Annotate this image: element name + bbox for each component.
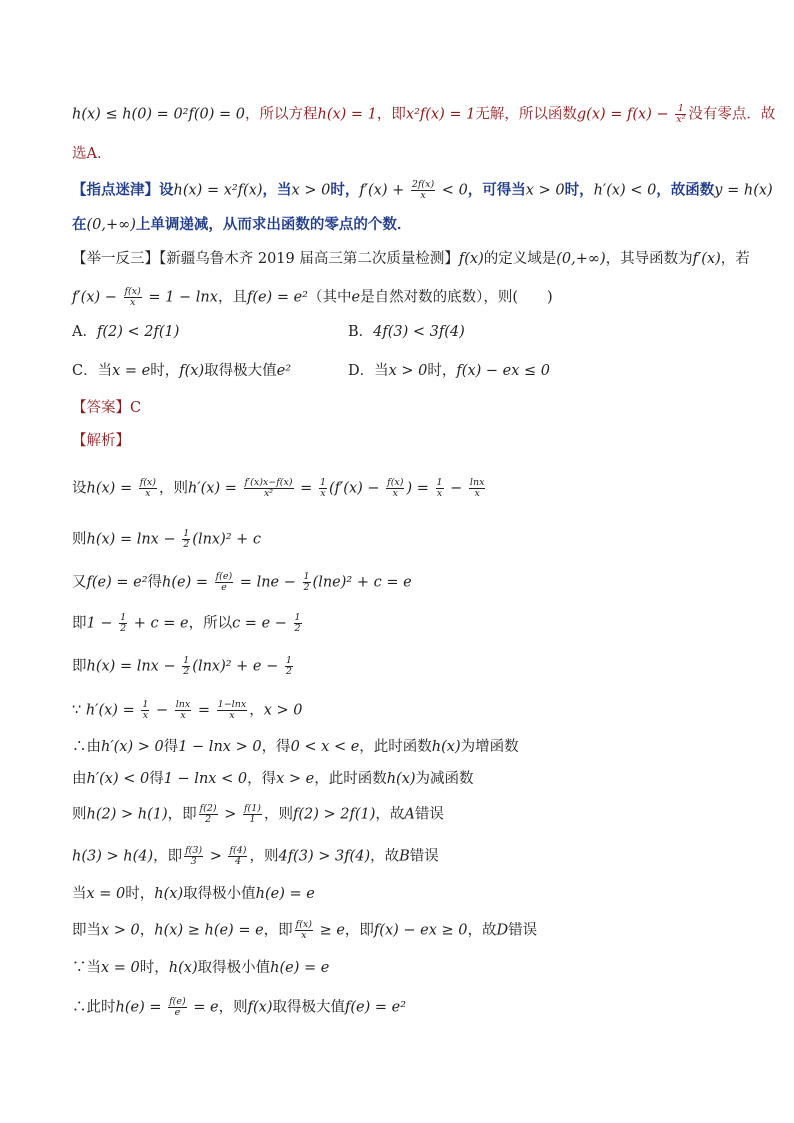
text-run: ，则 bbox=[159, 480, 188, 497]
math-expression: > bbox=[205, 848, 227, 865]
math-expression: f(2) < 2f(1) bbox=[96, 324, 180, 340]
math-expression: f(x) − ex ≥ 0 bbox=[373, 922, 468, 939]
fraction: $\frac{f(3)}{3}$ bbox=[185, 845, 203, 867]
step-5 bbox=[72, 656, 295, 677]
fraction: $\frac{1}{x}$ bbox=[319, 477, 326, 499]
text-run: ∵当 bbox=[72, 960, 101, 976]
fraction: $\frac{f(x)}{x}$ bbox=[387, 477, 404, 499]
text-run: ，即 bbox=[153, 848, 183, 865]
text-run: ，则 bbox=[218, 999, 248, 1016]
text-run: ，故 bbox=[370, 848, 400, 865]
math-expression: h(3) > h(4) bbox=[72, 848, 154, 865]
math-expression: y = h(x) bbox=[714, 182, 773, 199]
math-expression: (lnx)² + e − bbox=[192, 658, 283, 675]
math-expression: e² bbox=[276, 363, 292, 379]
text-run: ，此时函数 bbox=[359, 739, 432, 755]
math-expression: 0 < x < e bbox=[290, 739, 360, 755]
text-run: 选A． bbox=[72, 146, 112, 162]
text-run: 即 bbox=[72, 658, 87, 675]
fraction: $\frac{f(4)}{4}$ bbox=[229, 845, 247, 867]
fraction: $\frac{1}{2}$ bbox=[183, 655, 190, 677]
text-run: ，得 bbox=[247, 771, 277, 787]
text-run: ，所以方程 bbox=[244, 106, 318, 123]
answer-label bbox=[72, 398, 141, 418]
math-expression: ≥ e bbox=[314, 922, 345, 939]
text-run: ，则 bbox=[249, 848, 279, 865]
math-expression: x = e bbox=[112, 363, 151, 379]
math-expression: h(x) = x²f(x) bbox=[173, 182, 263, 199]
text-run: 得 bbox=[163, 739, 179, 755]
fraction: $\frac{f(2)}{2}$ bbox=[199, 803, 217, 825]
math-expression: (lnx)² + c bbox=[192, 531, 262, 548]
text-run: C．当 bbox=[72, 363, 113, 379]
math-expression: 1 − lnx < 0 bbox=[163, 771, 248, 787]
fraction: $\frac{1}{x}$ bbox=[142, 699, 149, 721]
math-expression: h(x) bbox=[386, 771, 416, 787]
text-run: ∵ bbox=[72, 702, 86, 719]
math-expression: (0,+∞) bbox=[86, 217, 136, 233]
math-expression: x = 0 bbox=[101, 960, 140, 976]
fraction: $\frac{f(e)}{e}$ bbox=[215, 571, 233, 593]
text-run: 取得极小值 bbox=[183, 886, 256, 902]
math-expression: (0,+∞) bbox=[556, 251, 606, 267]
problem-line-2 bbox=[72, 287, 553, 308]
step-11 bbox=[72, 884, 315, 904]
text-run: ，得 bbox=[261, 739, 291, 755]
math-expression: (f′(x) − bbox=[328, 480, 385, 497]
text-run: ， bbox=[249, 702, 264, 719]
text-run: ，即 bbox=[263, 922, 293, 939]
text-run: ∴由 bbox=[72, 739, 101, 755]
step-4 bbox=[72, 613, 304, 634]
text-run: ，可得当 bbox=[467, 181, 526, 199]
math-expression: h(x) bbox=[154, 886, 184, 902]
math-expression: f(e) = e² bbox=[86, 574, 148, 591]
text-run: ，此时函数 bbox=[314, 771, 387, 787]
math-expression: f(x) bbox=[247, 999, 273, 1016]
math-expression: h(x) ≥ h(e) = e bbox=[154, 922, 264, 939]
math-expression: x > 0 bbox=[263, 702, 303, 719]
text-run: （其中 bbox=[307, 289, 352, 306]
fraction: $\frac{f(x)}{x}$ bbox=[295, 919, 312, 941]
math-expression: + c = e bbox=[129, 615, 189, 632]
tip-line-1 bbox=[72, 180, 773, 201]
step-13 bbox=[72, 958, 329, 978]
text-run: ，即 bbox=[344, 922, 374, 939]
tip-line-2 bbox=[72, 215, 411, 235]
step-7 bbox=[72, 737, 519, 757]
text-line-conclusion bbox=[72, 104, 775, 125]
text-run: 时， bbox=[125, 886, 155, 902]
text-run: ，故 bbox=[467, 922, 497, 939]
option-a bbox=[72, 322, 179, 342]
fraction: $\frac{1}{\text{x²}}$ bbox=[676, 103, 686, 125]
text-run: 为增函数 bbox=[460, 739, 519, 755]
math-expression: h′(x) = bbox=[188, 480, 242, 497]
text-run: 得 bbox=[147, 574, 163, 591]
math-expression: B bbox=[399, 848, 410, 865]
math-expression: h′(x) < 0 bbox=[86, 771, 150, 787]
math-expression: < 0 bbox=[437, 182, 468, 199]
fraction: $\frac{1}{2}$ bbox=[183, 528, 190, 550]
text-run: 在 bbox=[72, 216, 87, 233]
text-run: 【解析】 bbox=[72, 433, 130, 449]
math-expression: h′(x) < 0 bbox=[593, 182, 657, 199]
math-expression: h(x) bbox=[431, 739, 461, 755]
text-run: ， bbox=[139, 922, 155, 939]
text-run: ，即 bbox=[167, 806, 197, 823]
text-run: 【举一反三】【新疆乌鲁木齐 2019 届高三第二次质量检测】 bbox=[72, 251, 459, 267]
text-run: 时， bbox=[139, 960, 169, 976]
step-12 bbox=[72, 920, 537, 941]
math-expression: g(x) = f(x) − bbox=[576, 106, 674, 123]
fraction: $\frac{1}{2}$ bbox=[303, 571, 310, 593]
text-run: ，其导函数为 bbox=[605, 251, 693, 267]
text-run: 取得极小值 bbox=[197, 960, 271, 976]
math-expression: x > 0 bbox=[388, 363, 428, 379]
math-expression: > bbox=[219, 806, 241, 823]
text-run: 则 bbox=[72, 806, 87, 823]
text-run: 由 bbox=[72, 771, 87, 787]
math-expression: − bbox=[151, 702, 173, 719]
math-expression: h(2) > h(1) bbox=[86, 806, 168, 823]
text-run: 则 bbox=[72, 531, 87, 548]
math-expression: 4f(3) > 3f(4) bbox=[278, 848, 371, 865]
analysis-label bbox=[72, 431, 130, 451]
step-2 bbox=[72, 529, 261, 550]
math-expression: = e bbox=[188, 999, 219, 1016]
math-expression: f(2) > 2f(1) bbox=[292, 806, 376, 823]
math-expression: f(x) bbox=[179, 363, 205, 379]
text-run: ，当 bbox=[262, 181, 292, 199]
math-expression: 1 − bbox=[86, 615, 118, 632]
math-expression: D bbox=[496, 922, 509, 939]
math-expression: h(x) = 1 bbox=[317, 106, 377, 123]
fraction: $\frac{1}{2}$ bbox=[294, 612, 301, 634]
step-1 bbox=[72, 478, 487, 499]
text-run: 得 bbox=[149, 771, 164, 787]
fraction: $\frac{1}{2}$ bbox=[120, 612, 127, 634]
math-expression: f(e) = e² bbox=[344, 999, 407, 1016]
math-expression: = lne − bbox=[235, 574, 301, 591]
text-run: 时， bbox=[564, 181, 594, 199]
text-run: 错误 bbox=[508, 922, 538, 939]
text-run: D．当 bbox=[348, 363, 389, 379]
text-run: 又 bbox=[72, 574, 87, 591]
fraction: $\frac{2f(x)}{x}$ bbox=[411, 179, 435, 201]
math-expression: h(e) = bbox=[162, 574, 213, 591]
fraction: $\frac{1}{x}$ bbox=[436, 477, 443, 499]
option-c bbox=[72, 361, 291, 381]
math-expression: 4f(3) < 3f(4) bbox=[373, 324, 465, 340]
math-expression: h(x) = lnx − bbox=[86, 658, 181, 675]
fraction: $\frac{f'(x)x-f(x)}{\text{x²}}$ bbox=[244, 477, 293, 499]
text-run: ，则 bbox=[263, 806, 293, 823]
text-run: 没有零点．故 bbox=[688, 106, 776, 123]
text-run: 的定义域是 bbox=[483, 251, 557, 267]
text-run: 即当 bbox=[72, 922, 101, 939]
math-expression: = bbox=[193, 702, 215, 719]
text-run: ，即 bbox=[376, 106, 406, 123]
math-expression: A bbox=[404, 806, 415, 823]
math-expression: h′(x) > 0 bbox=[101, 739, 164, 755]
math-expression: h(x) = bbox=[86, 480, 137, 497]
math-expression: h′(x) = bbox=[85, 702, 140, 719]
math-expression: e bbox=[351, 289, 361, 306]
text-line-choose-a bbox=[72, 144, 111, 164]
math-expression: x²f(x) = 1 bbox=[405, 106, 476, 123]
text-run: ∴此时 bbox=[72, 999, 116, 1016]
math-expression: − bbox=[445, 480, 467, 497]
text-run: 【指点迷津】设 bbox=[72, 181, 174, 199]
option-d bbox=[348, 361, 550, 381]
text-run: 无解，所以函数 bbox=[475, 106, 577, 123]
step-9 bbox=[72, 804, 444, 825]
math-expression: f′(x) + bbox=[359, 182, 409, 199]
math-expression: h(x) ≤ h(0) = 0²f(0) = 0 bbox=[72, 106, 245, 123]
text-run: 错误 bbox=[409, 848, 439, 865]
text-run: ，故函数 bbox=[656, 181, 715, 199]
math-expression: c = e − bbox=[232, 615, 292, 632]
text-run: B． bbox=[348, 324, 374, 340]
option-b bbox=[348, 322, 465, 342]
fraction: $\frac{f(e)}{e}$ bbox=[169, 996, 186, 1018]
text-run: 即 bbox=[72, 615, 87, 632]
math-expression: (lne)² + c = e bbox=[312, 574, 412, 591]
text-run: 【答案】C bbox=[72, 400, 142, 416]
math-expression: x > 0 bbox=[101, 922, 140, 939]
fraction: $\frac{f(x)}{x}$ bbox=[139, 477, 156, 499]
fraction: $\frac{1-\ln x}{x}$ bbox=[217, 699, 247, 721]
math-expression: f(x) − ex ≤ 0 bbox=[456, 363, 550, 379]
text-run: 错误 bbox=[414, 806, 444, 823]
math-expression: x > 0 bbox=[291, 182, 331, 199]
math-expression: ) = bbox=[406, 480, 434, 497]
text-run: 时， bbox=[427, 363, 457, 379]
step-14 bbox=[72, 997, 406, 1018]
math-expression: f′(x) − bbox=[72, 289, 122, 306]
problem-line-1 bbox=[72, 249, 750, 269]
math-expression: x > 0 bbox=[525, 182, 565, 199]
math-expression: x = 0 bbox=[86, 886, 126, 902]
step-6 bbox=[72, 700, 302, 721]
step-3 bbox=[72, 572, 412, 593]
math-expression: x > e bbox=[276, 771, 315, 787]
text-run: 是自然对数的底数），则( ) bbox=[360, 289, 553, 306]
math-expression: = bbox=[295, 480, 317, 497]
text-run: 时， bbox=[150, 363, 180, 379]
fraction: $\frac{f(1)}{1}$ bbox=[243, 803, 261, 825]
step-8 bbox=[72, 769, 474, 789]
fraction: $\frac{\ln x}{x}$ bbox=[175, 699, 191, 721]
math-expression: 1 − lnx > 0 bbox=[178, 739, 262, 755]
text-run: 设 bbox=[72, 480, 87, 497]
math-expression: h(e) = e bbox=[270, 960, 330, 976]
text-run: ，故 bbox=[375, 806, 405, 823]
math-expression: f′(x) bbox=[692, 251, 721, 267]
fraction: $\frac{f(x)}{x}$ bbox=[124, 286, 141, 308]
text-run: ，所以 bbox=[188, 615, 233, 632]
text-run: A． bbox=[72, 324, 97, 340]
math-expression: h(e) = e bbox=[255, 886, 315, 902]
math-expression: h(x) = lnx − bbox=[86, 531, 181, 548]
text-run: 取得极大值 bbox=[272, 999, 345, 1016]
text-run: 当 bbox=[72, 886, 87, 902]
text-run: 上单调递减，从而求出函数的零点的个数． bbox=[135, 216, 412, 233]
text-run: ，若 bbox=[720, 251, 750, 267]
math-expression: h(x) bbox=[168, 960, 198, 976]
text-run: ，且 bbox=[217, 289, 247, 306]
math-expression: f(e) = e² bbox=[246, 289, 308, 306]
step-10 bbox=[72, 846, 439, 867]
math-expression: = 1 − lnx bbox=[143, 289, 218, 306]
text-run: 时， bbox=[330, 181, 360, 199]
math-expression: h(e) = bbox=[115, 999, 167, 1016]
text-run: 取得极大值 bbox=[204, 363, 277, 379]
math-expression: f(x) bbox=[458, 251, 484, 267]
fraction: $\frac{1}{2}$ bbox=[285, 655, 292, 677]
text-run: 为减函数 bbox=[415, 771, 474, 787]
fraction: $\frac{\ln x}{x}$ bbox=[469, 477, 485, 499]
